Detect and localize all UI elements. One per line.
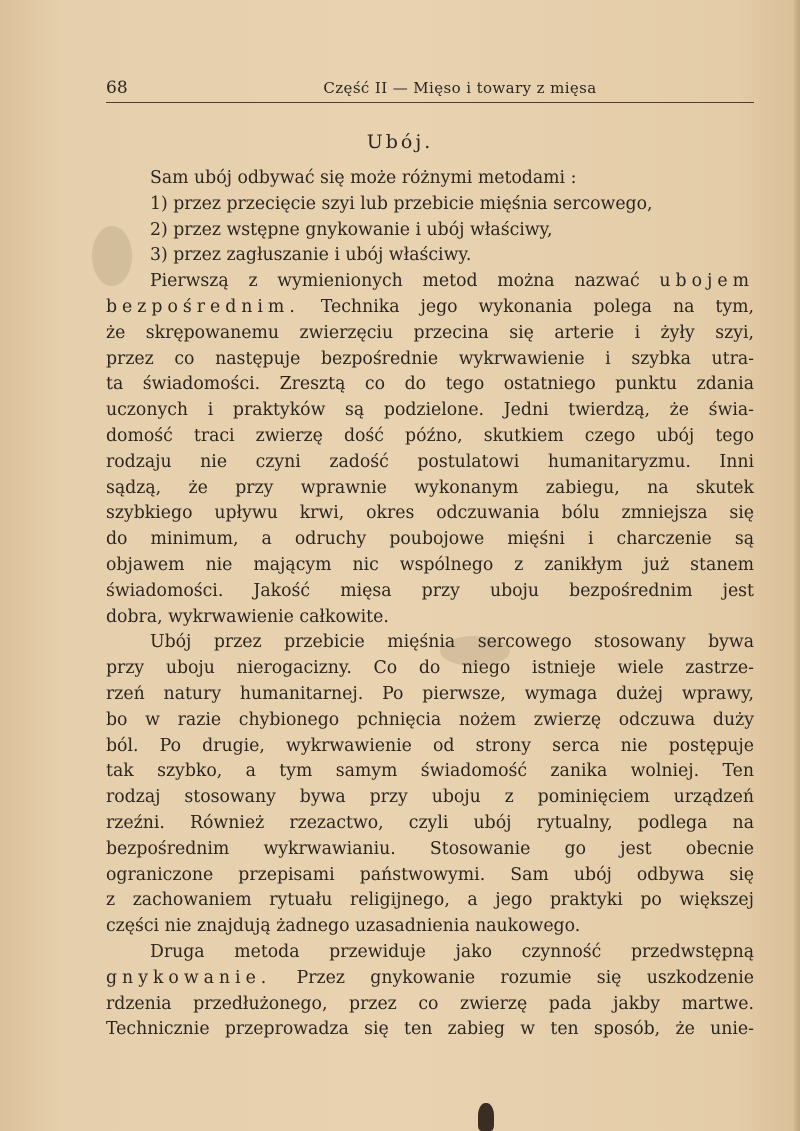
paragraph-line: ból. Po drugie, wykrwawienie od strony serca nie postępuje — [106, 735, 754, 756]
paragraph-line: rzeźni. Również rzezactwo, czyli ubój rytualny, podlega na — [106, 812, 754, 833]
paragraph-line: że skrępowanemu zwierzęciu przecina się arterie i żyły szyi, — [106, 322, 754, 343]
paragraph-line: dobra, wykrwawienie całkowite. — [106, 606, 389, 627]
paragraph-line: rdzenia przedłużonego, przez co zwierzę pada jakby martwe. — [106, 993, 754, 1014]
intro-line: Sam ubój odbywać się może różnymi metodami : — [150, 168, 577, 188]
section-title: Ubój. — [366, 131, 434, 153]
paragraph-line: tak szybko, a tym samym świadomość zanika wolniej. Ten — [106, 761, 754, 782]
text-run: Technika jego wykonania polega na tym, — [320, 296, 754, 317]
paragraph-line: do minimum, a odruchy poubojowe mięśni i charczenie są — [106, 529, 754, 550]
paragraph-line: przez co następuje bezpośrednie wykrwawienie i szybka utra- — [106, 348, 754, 369]
paragraph-line: z zachowaniem rytuału religijnego, a jego praktyki po większej — [106, 890, 754, 911]
paragraph-line — [106, 966, 754, 992]
emphasis-term: gnykowanie. — [106, 967, 272, 988]
ink-blot — [478, 1103, 494, 1131]
paragraph-line: Technicznie przeprowadza się ten zabieg w ten sposób, że unie- — [106, 1019, 754, 1040]
paragraph-line: sądzą, że przy wprawnie wykonanym zabiegu, na skutek — [106, 477, 754, 498]
text-run: Przez gnykowanie rozumie się uszkodzenie — [296, 967, 754, 988]
paragraph-line: świadomości. Jakość mięsa przy uboju bezpośrednim jest — [106, 580, 754, 601]
paragraph-line: Druga metoda przewiduje jako czynność przedwstępną — [150, 941, 754, 962]
paragraph-line — [106, 269, 754, 295]
paragraph-line: uczonych i praktyków są podzielone. Jedni twierdzą, że świa- — [106, 400, 754, 421]
paragraph-line: ograniczone przepisami państwowymi. Sam ubój odbywa się — [106, 864, 754, 885]
page-edge — [794, 0, 800, 1131]
list-item: 1) przez przecięcie szyi lub przebicie mięśnia sercowego, — [150, 193, 653, 214]
list-item: 2) przez wstępne gnykowanie i ubój właściwy, — [150, 219, 553, 240]
paragraph-line: bezpośrednim wykrwawianiu. Stosowanie go jest obecnie — [106, 838, 754, 859]
running-head: Część II — Mięso i towary z mięsa — [323, 79, 597, 97]
paragraph-line — [106, 295, 754, 321]
emphasis-term: bezpośrednim. — [106, 296, 300, 317]
paragraph-line: rzeń natury humanitarnej. Po pierwsze, wymaga dużej wprawy, — [106, 683, 754, 704]
body-text — [106, 166, 754, 1043]
paragraph-line: Ubój przez przebicie mięśnia sercowego stosowany bywa — [150, 632, 754, 653]
list-item: 3) przez zagłuszanie i ubój właściwy. — [150, 245, 472, 266]
paragraph-line: rodzaju nie czyni zadość postulatowi humanitaryzmu. Inni — [106, 451, 754, 472]
page-header — [106, 76, 754, 103]
paragraph-line: bo w razie chybionego pchnięcia nożem zwierzę odczuwa duży — [106, 709, 754, 730]
paragraph-line: części nie znajdują żadnego uzasadnienia naukowego. — [106, 916, 581, 937]
paragraph-line: rodzaj stosowany bywa przy uboju z pominięciem urządzeń — [106, 787, 754, 808]
paragraph-line: ta świadomości. Zresztą co do tego ostatniego punktu zdania — [106, 374, 754, 395]
text-run: Pierwszą z wymienionych metod można nazwać — [150, 271, 640, 292]
paragraph-line: szybkiego upływu krwi, okres odczuwania bólu zmniejsza się — [106, 503, 754, 524]
paragraph-line: przy uboju nierogacizny. Co do niego istnieje wiele zastrze- — [106, 658, 754, 679]
paragraph-line: objawem nie mającym nic wspólnego z zanikłym już stanem — [106, 554, 754, 575]
emphasis-term: ubojem — [659, 271, 754, 292]
paragraph-line: domość traci zwierzę dość późno, skutkiem czego ubój tego — [106, 425, 754, 446]
page-number: 68 — [106, 78, 128, 98]
